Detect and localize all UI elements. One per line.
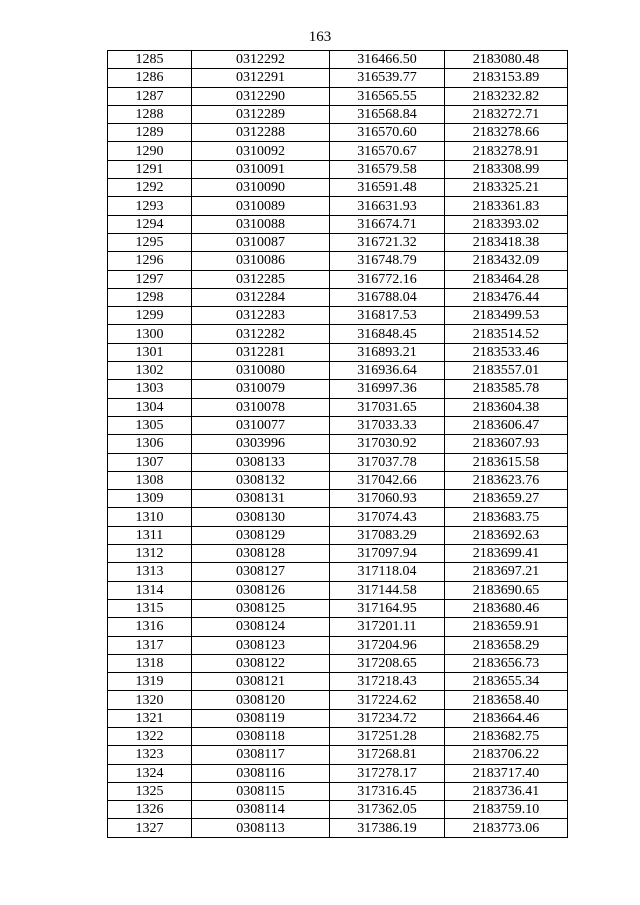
row-index-cell: 1322 xyxy=(108,727,192,745)
point-code-cell: 0312288 xyxy=(192,124,330,142)
page-number: 163 xyxy=(308,29,332,45)
table-row xyxy=(108,435,568,453)
point-code-cell: 0310090 xyxy=(192,179,330,197)
x-coordinate-cell: 316466.50 xyxy=(330,51,445,69)
y-coordinate-cell: 2183623.76 xyxy=(445,471,568,489)
row-index-cell: 1321 xyxy=(108,709,192,727)
row-index-cell: 1323 xyxy=(108,746,192,764)
x-coordinate-cell: 317033.33 xyxy=(330,416,445,434)
table-row xyxy=(108,636,568,654)
x-coordinate-cell: 316997.36 xyxy=(330,380,445,398)
row-index-cell: 1325 xyxy=(108,782,192,800)
table-row xyxy=(108,288,568,306)
y-coordinate-cell: 2183607.93 xyxy=(445,435,568,453)
row-index-cell: 1320 xyxy=(108,691,192,709)
point-code-cell: 0310078 xyxy=(192,398,330,416)
y-coordinate-cell: 2183773.06 xyxy=(445,819,568,837)
x-coordinate-cell: 316570.67 xyxy=(330,142,445,160)
table-body xyxy=(108,51,568,838)
table-row xyxy=(108,599,568,617)
x-coordinate-cell: 316721.32 xyxy=(330,233,445,251)
y-coordinate-cell: 2183604.38 xyxy=(445,398,568,416)
y-coordinate-cell: 2183697.21 xyxy=(445,563,568,581)
x-coordinate-cell: 316591.48 xyxy=(330,179,445,197)
row-index-cell: 1311 xyxy=(108,526,192,544)
y-coordinate-cell: 2183736.41 xyxy=(445,782,568,800)
table-row xyxy=(108,160,568,178)
point-code-cell: 0308117 xyxy=(192,746,330,764)
x-coordinate-cell: 316848.45 xyxy=(330,325,445,343)
y-coordinate-cell: 2183717.40 xyxy=(445,764,568,782)
point-code-cell: 0312291 xyxy=(192,69,330,87)
row-index-cell: 1300 xyxy=(108,325,192,343)
y-coordinate-cell: 2183759.10 xyxy=(445,801,568,819)
y-coordinate-cell: 2183432.09 xyxy=(445,252,568,270)
x-coordinate-cell: 316565.55 xyxy=(330,87,445,105)
row-index-cell: 1289 xyxy=(108,124,192,142)
x-coordinate-cell: 317204.96 xyxy=(330,636,445,654)
row-index-cell: 1315 xyxy=(108,599,192,617)
y-coordinate-cell: 2183606.47 xyxy=(445,416,568,434)
point-code-cell: 0308129 xyxy=(192,526,330,544)
x-coordinate-cell: 317278.17 xyxy=(330,764,445,782)
table-row xyxy=(108,325,568,343)
row-index-cell: 1308 xyxy=(108,471,192,489)
table-row xyxy=(108,307,568,325)
x-coordinate-cell: 317316.45 xyxy=(330,782,445,800)
x-coordinate-cell: 317037.78 xyxy=(330,453,445,471)
y-coordinate-cell: 2183683.75 xyxy=(445,508,568,526)
x-coordinate-cell: 316674.71 xyxy=(330,215,445,233)
point-code-cell: 0310091 xyxy=(192,160,330,178)
table-row xyxy=(108,563,568,581)
point-code-cell: 0312282 xyxy=(192,325,330,343)
point-code-cell: 0310092 xyxy=(192,142,330,160)
row-index-cell: 1303 xyxy=(108,380,192,398)
table-row xyxy=(108,398,568,416)
y-coordinate-cell: 2183232.82 xyxy=(445,87,568,105)
row-index-cell: 1292 xyxy=(108,179,192,197)
y-coordinate-cell: 2183664.46 xyxy=(445,709,568,727)
y-coordinate-cell: 2183655.34 xyxy=(445,673,568,691)
table-row xyxy=(108,124,568,142)
point-code-cell: 0308116 xyxy=(192,764,330,782)
x-coordinate-cell: 316817.53 xyxy=(330,307,445,325)
point-code-cell: 0310079 xyxy=(192,380,330,398)
y-coordinate-cell: 2183680.46 xyxy=(445,599,568,617)
x-coordinate-cell: 317031.65 xyxy=(330,398,445,416)
point-code-cell: 0308113 xyxy=(192,819,330,837)
point-code-cell: 0308120 xyxy=(192,691,330,709)
table-row xyxy=(108,508,568,526)
y-coordinate-cell: 2183557.01 xyxy=(445,362,568,380)
table-row xyxy=(108,197,568,215)
x-coordinate-cell: 317251.28 xyxy=(330,727,445,745)
row-index-cell: 1286 xyxy=(108,69,192,87)
y-coordinate-cell: 2183080.48 xyxy=(445,51,568,69)
x-coordinate-cell: 316748.79 xyxy=(330,252,445,270)
row-index-cell: 1324 xyxy=(108,764,192,782)
table-row xyxy=(108,526,568,544)
y-coordinate-cell: 2183533.46 xyxy=(445,343,568,361)
point-code-cell: 0308128 xyxy=(192,545,330,563)
point-code-cell: 0308130 xyxy=(192,508,330,526)
point-code-cell: 0308114 xyxy=(192,801,330,819)
y-coordinate-cell: 2183682.75 xyxy=(445,727,568,745)
table-row xyxy=(108,801,568,819)
table-row xyxy=(108,252,568,270)
y-coordinate-cell: 2183476.44 xyxy=(445,288,568,306)
table-row xyxy=(108,362,568,380)
point-code-cell: 0310080 xyxy=(192,362,330,380)
table-row xyxy=(108,746,568,764)
row-index-cell: 1312 xyxy=(108,545,192,563)
point-code-cell: 0308123 xyxy=(192,636,330,654)
row-index-cell: 1294 xyxy=(108,215,192,233)
y-coordinate-cell: 2183706.22 xyxy=(445,746,568,764)
row-index-cell: 1304 xyxy=(108,398,192,416)
table-row xyxy=(108,270,568,288)
row-index-cell: 1285 xyxy=(108,51,192,69)
x-coordinate-cell: 316631.93 xyxy=(330,197,445,215)
row-index-cell: 1299 xyxy=(108,307,192,325)
table-row xyxy=(108,105,568,123)
table-row xyxy=(108,545,568,563)
y-coordinate-cell: 2183692.63 xyxy=(445,526,568,544)
table-row xyxy=(108,51,568,69)
point-code-cell: 0308124 xyxy=(192,618,330,636)
point-code-cell: 0312281 xyxy=(192,343,330,361)
row-index-cell: 1305 xyxy=(108,416,192,434)
point-code-cell: 0312290 xyxy=(192,87,330,105)
y-coordinate-cell: 2183659.27 xyxy=(445,490,568,508)
table-row xyxy=(108,416,568,434)
row-index-cell: 1319 xyxy=(108,673,192,691)
table-row xyxy=(108,782,568,800)
x-coordinate-cell: 317042.66 xyxy=(330,471,445,489)
x-coordinate-cell: 317144.58 xyxy=(330,581,445,599)
row-index-cell: 1317 xyxy=(108,636,192,654)
row-index-cell: 1314 xyxy=(108,581,192,599)
row-index-cell: 1313 xyxy=(108,563,192,581)
row-index-cell: 1327 xyxy=(108,819,192,837)
x-coordinate-cell: 317218.43 xyxy=(330,673,445,691)
y-coordinate-cell: 2183308.99 xyxy=(445,160,568,178)
y-coordinate-cell: 2183656.73 xyxy=(445,654,568,672)
table-row xyxy=(108,69,568,87)
y-coordinate-cell: 2183418.38 xyxy=(445,233,568,251)
point-code-cell: 0308131 xyxy=(192,490,330,508)
table-row xyxy=(108,380,568,398)
table-row xyxy=(108,142,568,160)
table-row xyxy=(108,179,568,197)
x-coordinate-cell: 317074.43 xyxy=(330,508,445,526)
x-coordinate-cell: 316579.58 xyxy=(330,160,445,178)
x-coordinate-cell: 317224.62 xyxy=(330,691,445,709)
point-code-cell: 0308132 xyxy=(192,471,330,489)
y-coordinate-cell: 2183464.28 xyxy=(445,270,568,288)
x-coordinate-cell: 317118.04 xyxy=(330,563,445,581)
row-index-cell: 1291 xyxy=(108,160,192,178)
x-coordinate-cell: 317234.72 xyxy=(330,709,445,727)
point-code-cell: 0308126 xyxy=(192,581,330,599)
x-coordinate-cell: 317097.94 xyxy=(330,545,445,563)
point-code-cell: 0310088 xyxy=(192,215,330,233)
table-row xyxy=(108,453,568,471)
point-code-cell: 0312283 xyxy=(192,307,330,325)
row-index-cell: 1309 xyxy=(108,490,192,508)
y-coordinate-cell: 2183325.21 xyxy=(445,179,568,197)
y-coordinate-cell: 2183658.40 xyxy=(445,691,568,709)
row-index-cell: 1296 xyxy=(108,252,192,270)
point-code-cell: 0308118 xyxy=(192,727,330,745)
point-code-cell: 0310086 xyxy=(192,252,330,270)
x-coordinate-cell: 317164.95 xyxy=(330,599,445,617)
row-index-cell: 1310 xyxy=(108,508,192,526)
table-row xyxy=(108,343,568,361)
table-row xyxy=(108,581,568,599)
point-code-cell: 0303996 xyxy=(192,435,330,453)
row-index-cell: 1293 xyxy=(108,197,192,215)
table-row xyxy=(108,764,568,782)
y-coordinate-cell: 2183690.65 xyxy=(445,581,568,599)
table-row xyxy=(108,654,568,672)
row-index-cell: 1302 xyxy=(108,362,192,380)
y-coordinate-cell: 2183361.83 xyxy=(445,197,568,215)
y-coordinate-cell: 2183615.58 xyxy=(445,453,568,471)
x-coordinate-cell: 316936.64 xyxy=(330,362,445,380)
y-coordinate-cell: 2183585.78 xyxy=(445,380,568,398)
table-row xyxy=(108,673,568,691)
point-code-cell: 0308125 xyxy=(192,599,330,617)
y-coordinate-cell: 2183272.71 xyxy=(445,105,568,123)
x-coordinate-cell: 317201.11 xyxy=(330,618,445,636)
table-row xyxy=(108,490,568,508)
row-index-cell: 1306 xyxy=(108,435,192,453)
table-row xyxy=(108,87,568,105)
row-index-cell: 1316 xyxy=(108,618,192,636)
table-row xyxy=(108,233,568,251)
row-index-cell: 1318 xyxy=(108,654,192,672)
row-index-cell: 1290 xyxy=(108,142,192,160)
x-coordinate-cell: 317083.29 xyxy=(330,526,445,544)
table-row xyxy=(108,471,568,489)
x-coordinate-cell: 317386.19 xyxy=(330,819,445,837)
row-index-cell: 1295 xyxy=(108,233,192,251)
y-coordinate-cell: 2183699.41 xyxy=(445,545,568,563)
x-coordinate-cell: 316788.04 xyxy=(330,288,445,306)
point-code-cell: 0308121 xyxy=(192,673,330,691)
table-row xyxy=(108,727,568,745)
point-code-cell: 0310077 xyxy=(192,416,330,434)
coordinates-table xyxy=(107,50,568,838)
table-row xyxy=(108,709,568,727)
table-row xyxy=(108,215,568,233)
x-coordinate-cell: 317060.93 xyxy=(330,490,445,508)
point-code-cell: 0312292 xyxy=(192,51,330,69)
x-coordinate-cell: 316893.21 xyxy=(330,343,445,361)
row-index-cell: 1307 xyxy=(108,453,192,471)
y-coordinate-cell: 2183278.66 xyxy=(445,124,568,142)
point-code-cell: 0310089 xyxy=(192,197,330,215)
point-code-cell: 0308115 xyxy=(192,782,330,800)
row-index-cell: 1288 xyxy=(108,105,192,123)
row-index-cell: 1297 xyxy=(108,270,192,288)
point-code-cell: 0312284 xyxy=(192,288,330,306)
x-coordinate-cell: 316539.77 xyxy=(330,69,445,87)
y-coordinate-cell: 2183278.91 xyxy=(445,142,568,160)
x-coordinate-cell: 316568.84 xyxy=(330,105,445,123)
y-coordinate-cell: 2183393.02 xyxy=(445,215,568,233)
point-code-cell: 0312289 xyxy=(192,105,330,123)
table-row xyxy=(108,691,568,709)
x-coordinate-cell: 317208.65 xyxy=(330,654,445,672)
y-coordinate-cell: 2183153.89 xyxy=(445,69,568,87)
y-coordinate-cell: 2183514.52 xyxy=(445,325,568,343)
row-index-cell: 1301 xyxy=(108,343,192,361)
point-code-cell: 0308133 xyxy=(192,453,330,471)
point-code-cell: 0312285 xyxy=(192,270,330,288)
table-row xyxy=(108,618,568,636)
row-index-cell: 1326 xyxy=(108,801,192,819)
row-index-cell: 1298 xyxy=(108,288,192,306)
y-coordinate-cell: 2183658.29 xyxy=(445,636,568,654)
y-coordinate-cell: 2183659.91 xyxy=(445,618,568,636)
y-coordinate-cell: 2183499.53 xyxy=(445,307,568,325)
x-coordinate-cell: 316570.60 xyxy=(330,124,445,142)
point-code-cell: 0308122 xyxy=(192,654,330,672)
x-coordinate-cell: 317268.81 xyxy=(330,746,445,764)
table-row xyxy=(108,819,568,837)
point-code-cell: 0308119 xyxy=(192,709,330,727)
row-index-cell: 1287 xyxy=(108,87,192,105)
x-coordinate-cell: 316772.16 xyxy=(330,270,445,288)
point-code-cell: 0310087 xyxy=(192,233,330,251)
point-code-cell: 0308127 xyxy=(192,563,330,581)
x-coordinate-cell: 317030.92 xyxy=(330,435,445,453)
x-coordinate-cell: 317362.05 xyxy=(330,801,445,819)
